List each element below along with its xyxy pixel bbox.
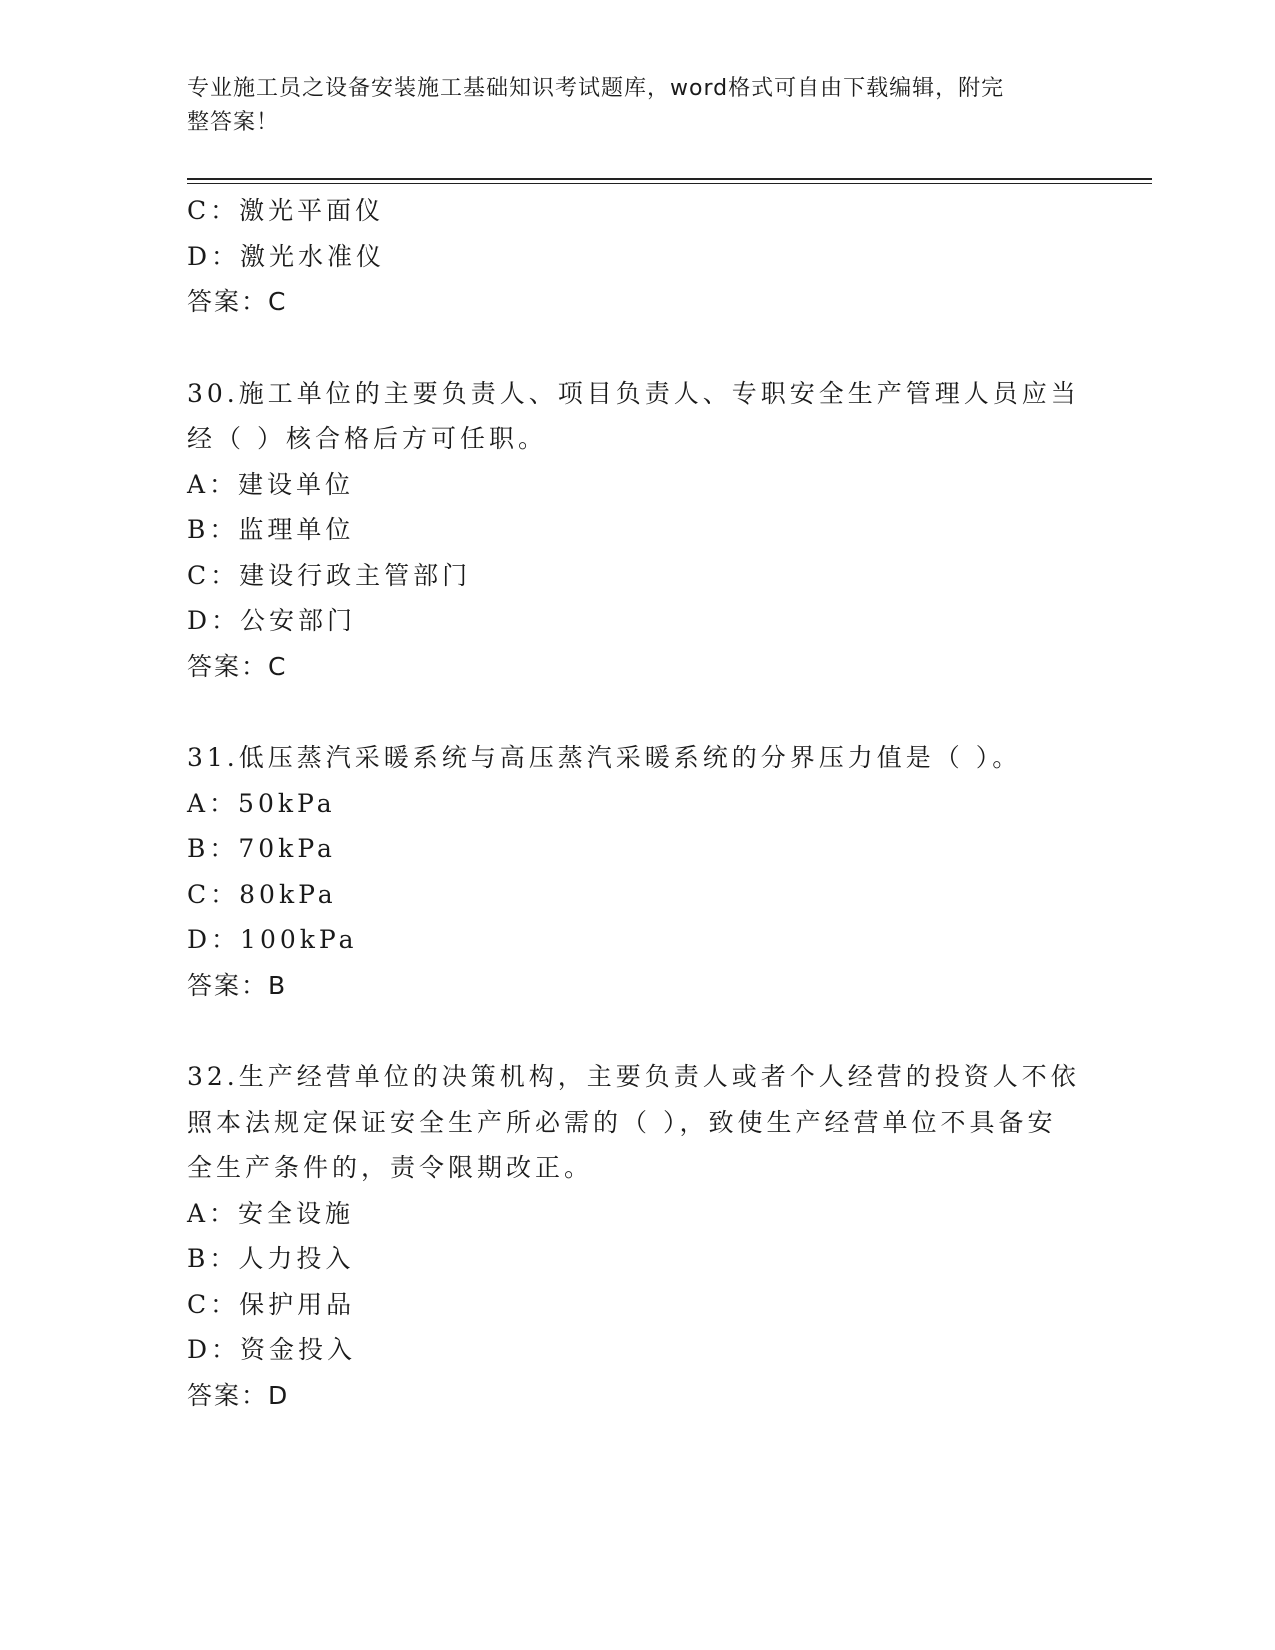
- option-c: C：激光平面仪: [187, 196, 385, 225]
- question-block-29: [187, 188, 1087, 325]
- option-c: C：80kPa: [187, 879, 337, 909]
- header-divider-thick: [187, 178, 1152, 180]
- question-stem: [187, 371, 1087, 462]
- document-header: [187, 72, 1067, 140]
- question-block-31: [187, 735, 1087, 1008]
- question-line: 32.生产经营单位的决策机构，主要负责人或者个人经营的投资人不依: [187, 1062, 1080, 1091]
- option-c: C：保护用品: [187, 1289, 356, 1319]
- question-line: 经（ ）核合格后方可任职。: [187, 424, 547, 453]
- answer-line: 答案：C: [187, 287, 288, 316]
- question-stem: [187, 735, 1087, 781]
- option-b: B：人力投入: [187, 1244, 355, 1273]
- answer-line: 答案：D: [187, 1380, 290, 1410]
- question-line: 31.低压蒸汽采暖系统与高压蒸汽采暖系统的分界压力值是（ ）。: [187, 743, 1022, 772]
- option-d: D：激光水准仪: [187, 241, 386, 271]
- option-d: D：公安部门: [187, 606, 357, 635]
- option-b: B：70kPa: [187, 834, 336, 863]
- answer-line: 答案：C: [187, 651, 288, 681]
- header-divider-thin: [187, 183, 1152, 184]
- question-stem: [187, 1054, 1087, 1191]
- answer-line: 答案：B: [187, 970, 288, 1000]
- option-a: A：安全设施: [187, 1198, 355, 1228]
- option-d: D：100kPa: [187, 925, 358, 954]
- question-line: 全生产条件的，责令限期改正。: [187, 1153, 594, 1182]
- header-line-2: 整答案！: [187, 110, 280, 135]
- header-line-1: 专业施工员之设备安装施工基础知识考试题库，word格式可自由下载编辑，附完: [187, 76, 1005, 101]
- question-list: [187, 188, 1087, 1418]
- question-block-30: [187, 371, 1087, 690]
- option-b: B：监理单位: [187, 515, 355, 544]
- question-line: 照本法规定保证安全生产所必需的（ ），致使生产经营单位不具备安: [187, 1107, 1057, 1137]
- question-line: 30.施工单位的主要负责人、项目负责人、专职安全生产管理人员应当: [187, 378, 1080, 408]
- option-a: A：50kPa: [187, 788, 336, 818]
- option-d: D：资金投入: [187, 1335, 357, 1364]
- option-a: A：建设单位: [187, 469, 355, 499]
- question-block-32: [187, 1054, 1087, 1418]
- option-c: C：建设行政主管部门: [187, 560, 472, 590]
